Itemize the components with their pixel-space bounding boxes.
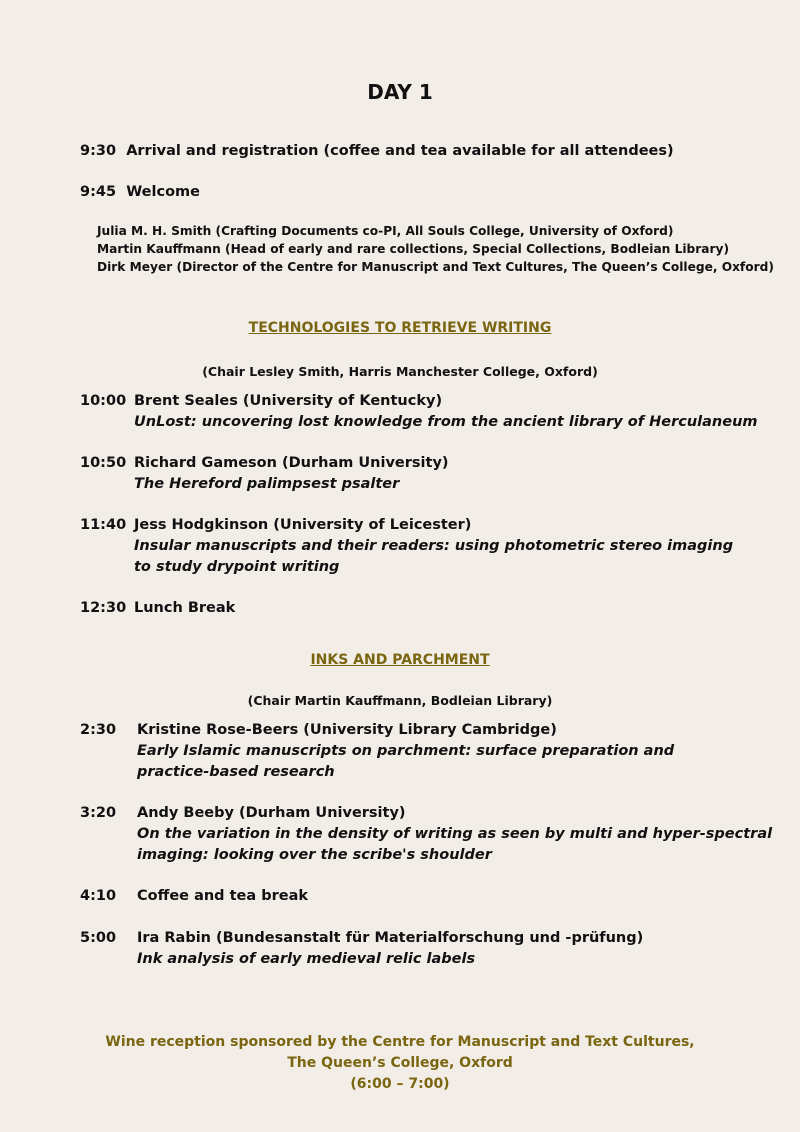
talk-title: UnLost: uncovering lost knowledge from the ancient library of Herculaneum bbox=[134, 414, 758, 430]
talk-title: practice-based research bbox=[137, 764, 335, 780]
time-label: 11:40 bbox=[80, 517, 127, 533]
time-label: 3:20 bbox=[80, 805, 117, 821]
item-text: Welcome bbox=[126, 184, 200, 200]
speaker-name: Kristine Rose-Beers (University Library Cambridge) bbox=[137, 722, 557, 738]
talk-title: imaging: looking over the scribe's shoulder bbox=[137, 847, 492, 863]
time-label: 9:30 bbox=[80, 143, 117, 159]
page-title: DAY 1 bbox=[367, 80, 433, 104]
time-label: 10:50 bbox=[80, 455, 127, 471]
speaker-name: Andy Beeby (Durham University) bbox=[137, 805, 406, 821]
talk-title: The Hereford palimpsest psalter bbox=[134, 476, 400, 492]
talk-title: On the variation in the density of writing as seen by multi and hyper-spectral bbox=[137, 826, 773, 842]
session-chair: (Chair Lesley Smith, Harris Manchester College, Oxford) bbox=[202, 364, 598, 379]
speaker-name: Richard Gameson (Durham University) bbox=[134, 455, 449, 471]
welcome-speaker: Dirk Meyer (Director of the Centre for Manuscript and Text Cultures, The Queen’s College, Oxford) bbox=[97, 260, 774, 274]
reception-venue: The Queen’s College, Oxford bbox=[287, 1055, 513, 1071]
talk-title: Early Islamic manuscripts on parchment: surface preparation and bbox=[137, 743, 675, 759]
item-text: Arrival and registration (coffee and tea available for all attendees) bbox=[126, 143, 674, 159]
speaker-name: Ira Rabin (Bundesanstalt für Materialforschung und -prüfung) bbox=[137, 930, 644, 946]
welcome-speaker: Martin Kauffmann (Head of early and rare collections, Special Collections, Bodleian Library) bbox=[97, 242, 730, 256]
talk-title: Ink analysis of early medieval relic labels bbox=[137, 951, 476, 967]
session-chair: (Chair Martin Kauffmann, Bodleian Library) bbox=[247, 693, 553, 708]
welcome-speaker: Julia M. H. Smith (Crafting Documents co-PI, All Souls College, University of Oxford) bbox=[97, 224, 674, 238]
break-label: Coffee and tea break bbox=[137, 888, 308, 904]
time-label: 4:10 bbox=[80, 888, 117, 904]
time-label: 2:30 bbox=[80, 722, 117, 738]
talk-title: to study drypoint writing bbox=[134, 559, 340, 575]
section-title: INKS AND PARCHMENT bbox=[310, 652, 490, 668]
schedule-item-opening bbox=[80, 141, 674, 161]
speaker-name: Brent Seales (University of Kentucky) bbox=[134, 393, 443, 409]
schedule-item-welcome bbox=[80, 182, 200, 202]
break-label: Lunch Break bbox=[134, 600, 236, 616]
section-title: TECHNOLOGIES TO RETRIEVE WRITING bbox=[248, 320, 552, 336]
time-label: 5:00 bbox=[80, 930, 117, 946]
talk-title: Insular manuscripts and their readers: using photometric stereo imaging bbox=[134, 538, 734, 554]
time-label: 10:00 bbox=[80, 393, 127, 409]
reception-note: Wine reception sponsored by the Centre for Manuscript and Text Cultures, bbox=[105, 1034, 695, 1050]
time-label: 9:45 bbox=[80, 184, 117, 200]
time-label: 12:30 bbox=[80, 600, 127, 616]
speaker-name: Jess Hodgkinson (University of Leicester) bbox=[134, 517, 472, 533]
reception-time: (6:00 – 7:00) bbox=[350, 1076, 450, 1092]
